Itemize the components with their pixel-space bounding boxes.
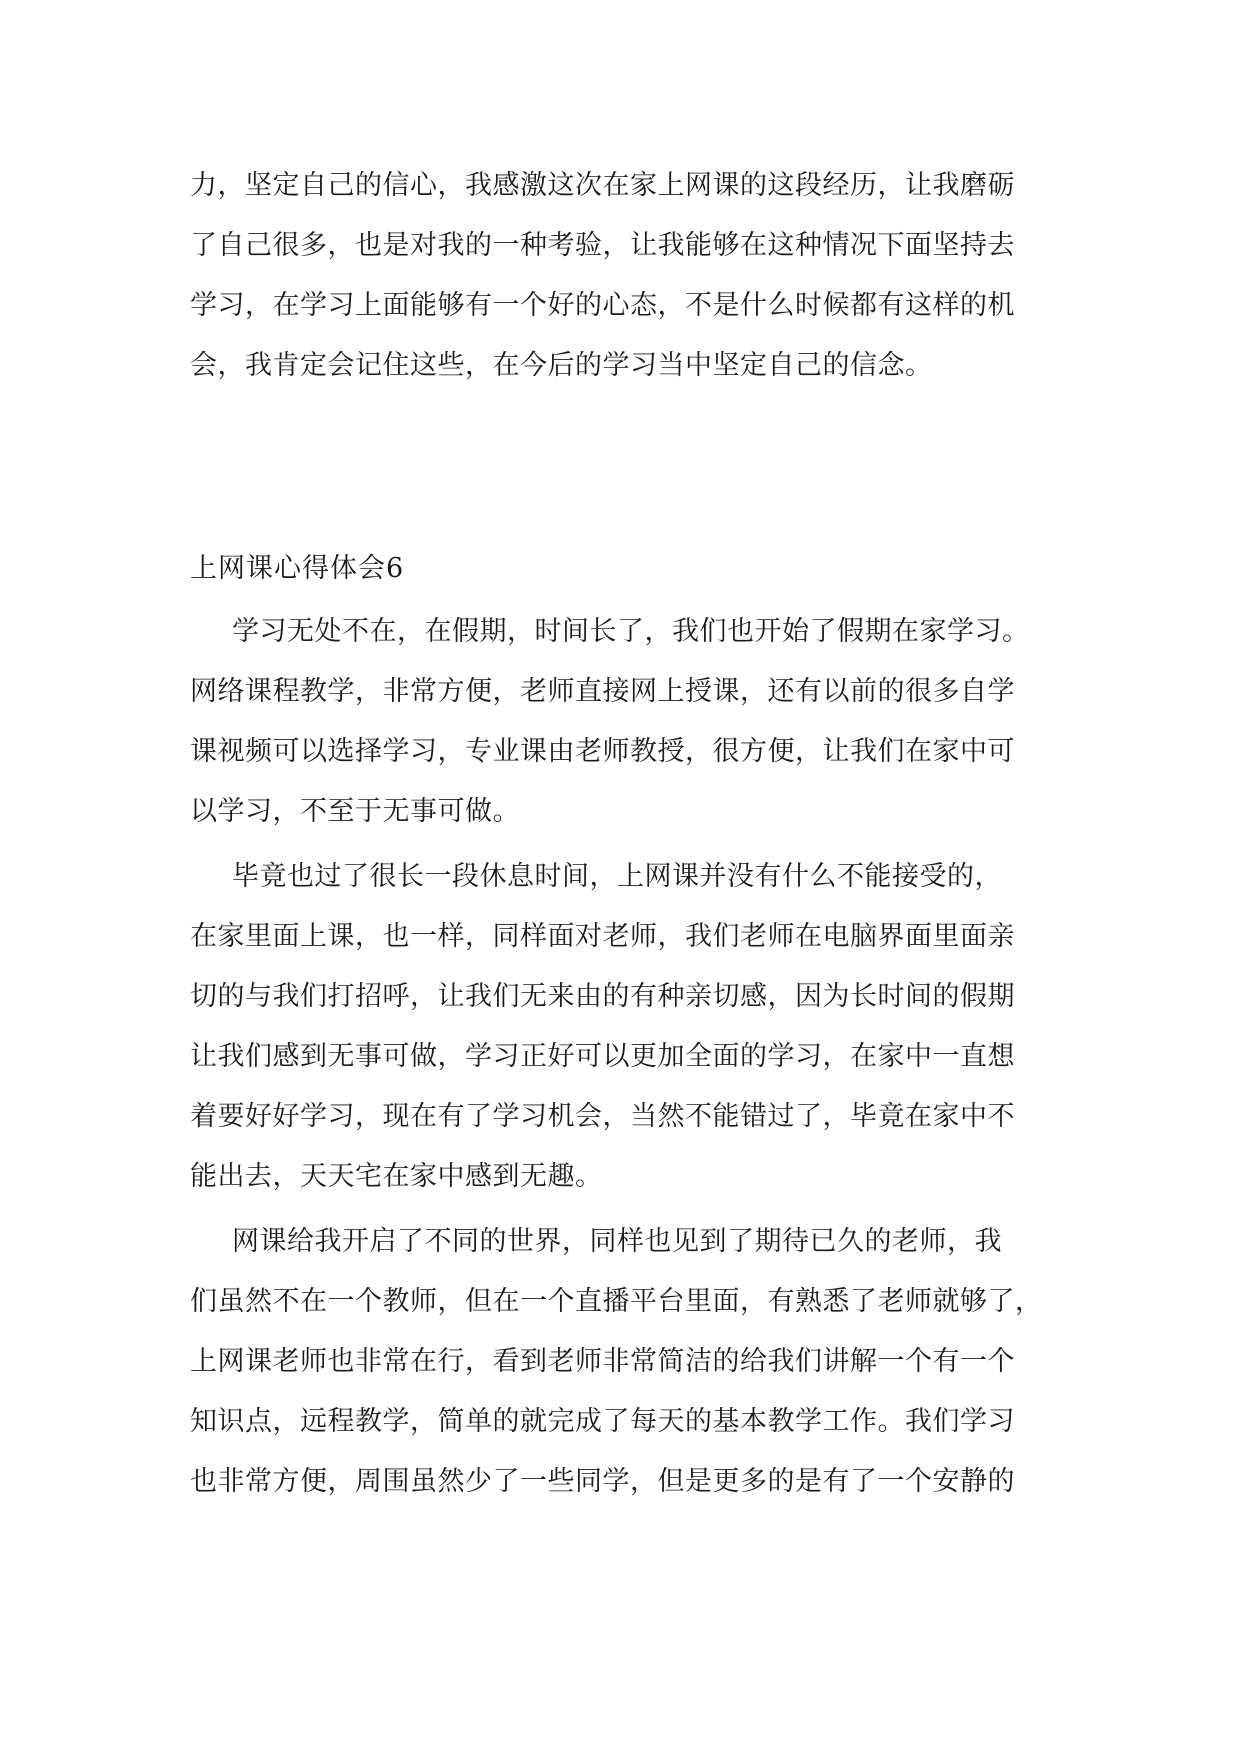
body-text-line: 了自己很多，也是对我的一种考验，让我能够在这种情况下面坚持去 [190,230,1015,261]
body-text-line: 学习无处不在，在假期，时间长了，我们也开始了假期在家学习。 [232,616,1030,647]
body-text-line: 网课给我开启了不同的世界，同样也见到了期待已久的老师，我 [232,1226,1002,1257]
body-text-line: 学习，在学习上面能够有一个好的心态，不是什么时候都有这样的机 [190,290,1015,321]
body-text-line: 在家里面上课，也一样，同样面对老师，我们老师在电脑界面里面亲 [190,921,1015,952]
body-text-line: 上网课老师也非常在行，看到老师非常简洁的给我们讲解一个有一个 [190,1346,1015,1377]
body-text-line: 课视频可以选择学习，专业课由老师教授，很方便，让我们在家中可 [190,736,1015,767]
body-text-line: 知识点，远程教学，简单的就完成了每天的基本教学工作。我们学习 [190,1406,1015,1437]
body-text-line: 力，坚定自己的信心，我感激这次在家上网课的这段经历，让我磨砺 [190,170,1015,201]
body-text-line: 也非常方便，周围虽然少了一些同学，但是更多的是有了一个安静的 [190,1466,1015,1497]
section-heading: 上网课心得体会6 [190,553,405,584]
body-text-line: 以学习，不至于无事可做。 [190,796,520,827]
body-text-line: 们虽然不在一个教师，但在一个直播平台里面，有熟悉了老师就够了， [190,1286,1043,1317]
body-text-line: 着要好好学习，现在有了学习机会，当然不能错过了，毕竟在家中不 [190,1101,1015,1132]
body-text-line: 切的与我们打招呼，让我们无来由的有种亲切感，因为长时间的假期 [190,981,1015,1012]
body-text-line: 让我们感到无事可做，学习正好可以更加全面的学习，在家中一直想 [190,1041,1015,1072]
body-text-line: 毕竟也过了很长一段休息时间，上网课并没有什么不能接受的， [232,861,1002,892]
body-text-line: 网络课程教学，非常方便，老师直接网上授课，还有以前的很多自学 [190,676,1015,707]
body-text-line: 能出去，天天宅在家中感到无趣。 [190,1161,603,1192]
body-text-line: 会，我肯定会记住这些，在今后的学习当中坚定自己的信念。 [190,350,933,381]
